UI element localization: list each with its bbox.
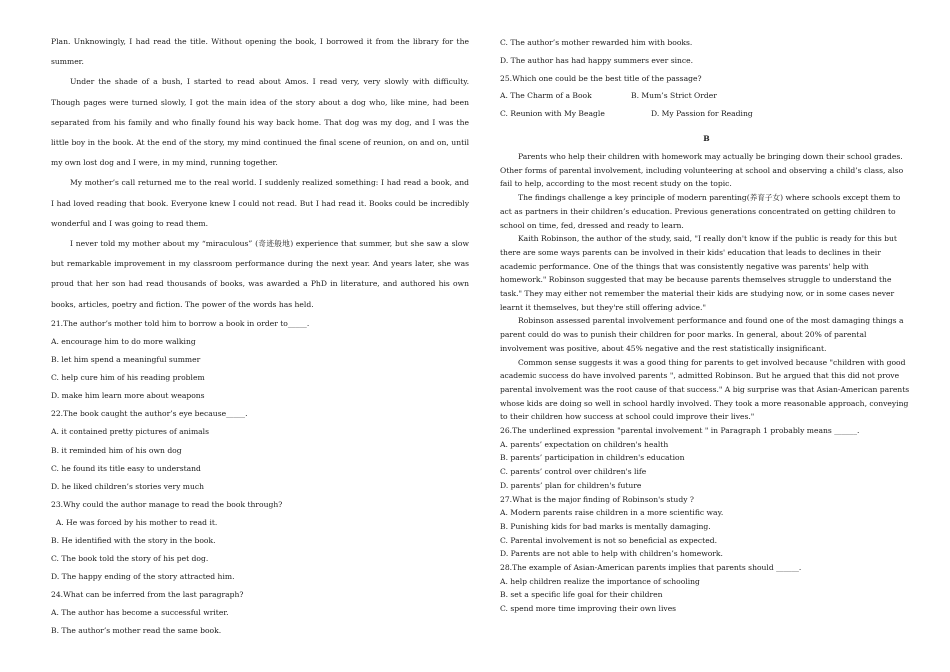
question-stem: 28.The example of Asian-American parents implies that parents should ______. — [500, 563, 802, 573]
answer-option: C. he found its title easy to understand — [51, 463, 201, 473]
answer-option: C. help cure him of his reading problem — [51, 373, 205, 383]
answer-option: D. he liked children’s stories very much — [51, 481, 205, 491]
answer-option: B. The author’s mother read the same book. — [51, 626, 222, 636]
answer-option: A. help children realize the importance of schooling — [500, 576, 700, 586]
passage-paragraph: Under the shade of a bush, I started to read about Amos. I read very, very slowly with difficulty. Though pages were turned slowly, I got the main idea of the story about a dog who, like mine, had been separated from his family and who finally found his way back home. That dog was my dog, and I was the little boy in the book. At the end of the story, my mind continued the final scene of reunion, on and on, until my own lost dog and I were, in my mind, running together. — [51, 77, 469, 168]
answer-option: D. The author has had happy summers ever since. — [500, 55, 694, 65]
answer-option: A. it contained pretty pictures of animals — [51, 427, 209, 437]
answer-option: C. Parental involvement is not so beneficial as expected. — [500, 535, 717, 545]
answer-option: C. The author’s mother rewarded him with books. — [500, 38, 693, 47]
answer-option: B. it reminded him of his own dog — [51, 445, 182, 455]
passage-paragraph: Robinson assessed parental involvement performance and found one of the most damaging things a parent could do was to punish their children for poor marks. In general, about 20% of parental involvement was positive, about 45% negative and the rest statistically insignificant. — [500, 316, 904, 353]
question-stem: 27.What is the major finding of Robinson's study ? — [500, 494, 694, 504]
question-stem: 22.The book caught the author’s eye because_____. — [51, 409, 248, 419]
answer-option: A. The author has become a successful writer. — [51, 608, 229, 618]
question-stem: 25.Which one could be the best title of the passage? — [500, 73, 702, 83]
question-stem: 26.The underlined expression "parental involvement " in Paragraph 1 probably means ______. — [500, 426, 860, 436]
left-column — [51, 32, 469, 641]
answer-option: B. Punishing kids for bad marks is mentally damaging. — [500, 521, 711, 531]
question-stem: 24.What can be inferred from the last paragraph? — [51, 590, 244, 600]
passage-paragraph: Common sense suggests it was a good thing for parents to get involved because "children with good academic success do have involved parents ", admitted Robinson. But he argued that this did not prove parental involvement was the root cause of that success." A big surprise was that Asian-American parents whose kids are doing so well in school hardly involved. They took a more reasonable approach, conveying to their children how success at school could improve their lives." — [500, 357, 910, 422]
answer-option: B. Mum’s Strict Order — [631, 91, 717, 101]
answer-option: D. Parents are not able to help with children’s homework. — [500, 549, 723, 559]
passage-paragraph: Kaith Robinson, the author of the study, said, "I really don't know if the public is ready for this but there are some ways parents can be involved in their kids' education that leads to declines in their academic performance. One of the things that was consistently negative was parents' help with homework." Robinson suggested that may be because parents themselves struggle to understand the task." They may either not remember the material their kids are studying now, or in some cases never learnt it themselves, but they're still offering advice." — [500, 234, 897, 312]
options-row — [500, 105, 913, 123]
section-title: B — [703, 133, 710, 143]
passage-paragraph: Plan. Unknowingly, I had read the title. Without opening the book, I borrowed it from the library for the summer. — [51, 37, 469, 67]
answer-option: A. Modern parents raise children in a more scientific way. — [500, 508, 724, 518]
answer-option: B. parents’ participation in children's education — [500, 453, 685, 463]
passage-paragraph: The findings challenge a key principle of modern parenting(养育子女) where schools except them to act as partners in their children’s education. Previous generations concentrated on getting children to school on time, fed, dressed and ready to learn. — [500, 193, 901, 230]
answer-option: C. spend more time improving their own lives — [500, 604, 677, 614]
answer-option: A. encourage him to do more walking — [51, 336, 196, 346]
passage-paragraph: Parents who help their children with homework may actually be bringing down their school grades. Other forms of parental involvement, including volunteering at school and observing a child’s class, also fail to help, according to the most recent study on the topic. — [500, 151, 904, 189]
options-row — [500, 87, 913, 105]
question-stem: 23.Why could the author manage to read the book through? — [51, 499, 283, 509]
answer-option: A. parents’ expectation on children's health — [500, 439, 669, 449]
answer-option: D. make him learn more about weapons — [51, 391, 205, 401]
answer-option: D. parents’ plan for children's future — [500, 480, 642, 490]
answer-option: A. He was forced by his mother to read it. — [51, 517, 218, 527]
passage-paragraph: My mother’s call returned me to the real world. I suddenly realized something: I had read a book, and I had loved reading that book. Everyone knew I could not read. But I had read it. Books could be incredibly wonderful and I was going to read them. — [51, 178, 469, 228]
answer-option: A. The Charm of a Book — [500, 91, 592, 101]
answer-option: D. The happy ending of the story attracted him. — [51, 572, 235, 582]
answer-option: B. set a specific life goal for their children — [500, 590, 663, 600]
answer-option: C. The book told the story of his pet dog. — [51, 554, 209, 564]
right-column — [500, 34, 913, 616]
answer-option: D. My Passion for Reading — [651, 109, 753, 119]
question-stem: 21.The author’s mother told him to borrow a book in order to_____. — [51, 318, 310, 328]
passage-paragraph: I never told my mother about my “miraculous” (奇迹般地) experience that summer, but she saw a slow but remarkable improvement in my classroom performance during the next year. And years later, she was proud that her son had read thousands of books, was awarded a PhD in literature, and authored his own books, articles, poetry and fiction. The power of the words has held. — [51, 239, 469, 309]
answer-option: B. let him spend a meaningful summer — [51, 355, 201, 365]
answer-option: B. He identified with the story in the book. — [51, 535, 216, 545]
answer-option: C. Reunion with My Beagle — [500, 109, 605, 119]
answer-option: C. parents’ control over children's life — [500, 467, 647, 477]
